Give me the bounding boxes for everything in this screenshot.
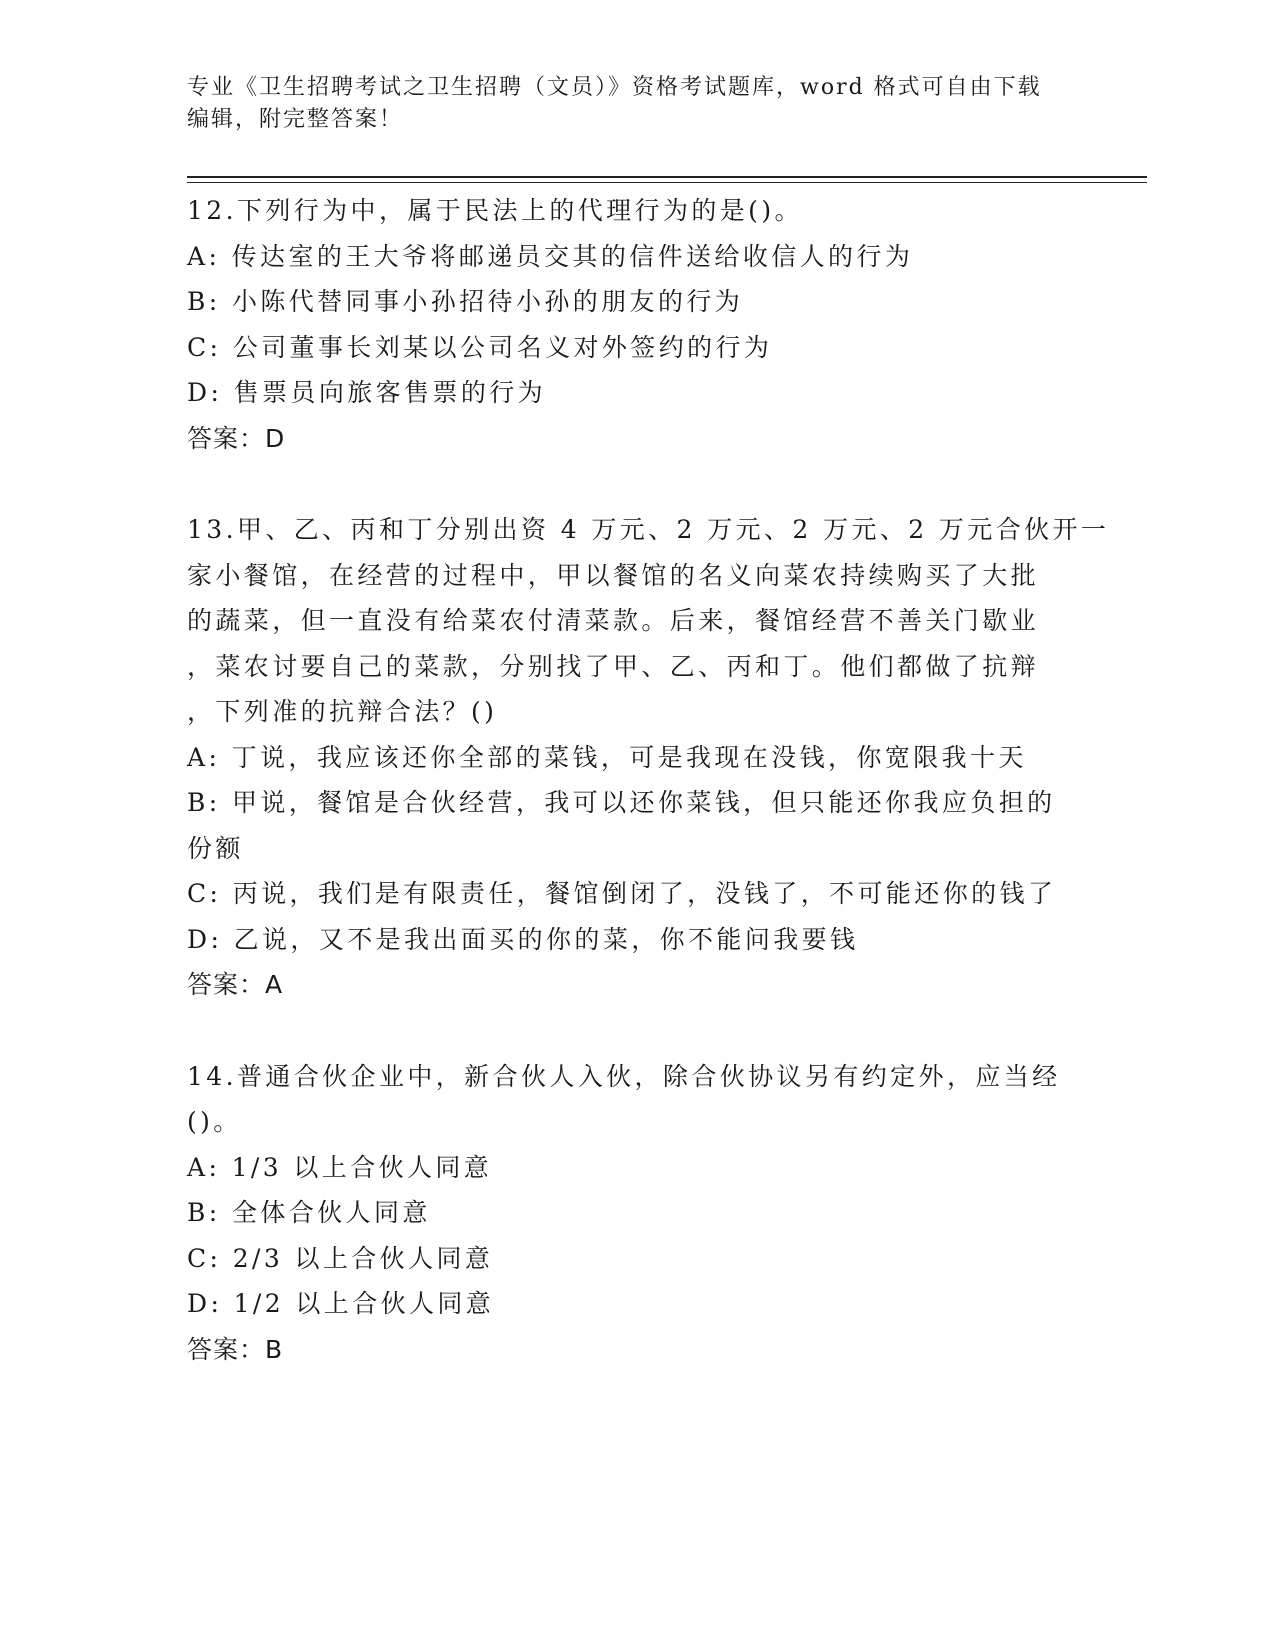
answer-label: 答案：B: [187, 1334, 284, 1364]
option-c: C: 公司董事长刘某以公司名义对外签约的行为: [187, 332, 773, 362]
option-d: D: 售票员向旅客售票的行为: [187, 378, 547, 407]
question-12: [187, 188, 1087, 461]
question-stem: 12.下列行为中，属于民法上的代理行为的是()。: [187, 196, 803, 225]
question-stem-line: ，下列准的抗辩合法？(): [187, 697, 498, 726]
question-stem-line: 的蔬菜，但一直没有给菜农付清菜款。后来，餐馆经营不善关门歇业: [187, 606, 1040, 635]
answer-label: 答案：D: [187, 423, 286, 453]
option-d: D: 乙说，又不是我出面买的你的菜，你不能问我要钱: [187, 924, 859, 954]
question-14: [187, 1054, 1087, 1373]
option-b-continued: 份额: [187, 833, 244, 863]
question-stem-line: 14.普通合伙企业中，新合伙人入伙，除合伙协议另有约定外，应当经: [187, 1061, 1061, 1091]
option-a: A: 丁说，我应该还你全部的菜钱，可是我现在没钱，你宽限我十天: [187, 742, 1027, 772]
question-stem-line: ()。: [187, 1107, 242, 1136]
option-b: B: 全体合伙人同意: [187, 1198, 431, 1227]
header-line-2: 编辑，附完整答案！: [187, 107, 404, 132]
option-c: C: 2/3 以上合伙人同意: [187, 1243, 494, 1273]
question-stem-line: 家小餐馆，在经营的过程中，甲以餐馆的名义向菜农持续购买了大批: [187, 560, 1040, 590]
document-header: [187, 72, 1087, 136]
answer-label: 答案：A: [187, 970, 284, 999]
question-13: [187, 507, 1110, 1008]
question-list: [187, 188, 1110, 1372]
option-b: B: 小陈代替同事小孙招待小孙的朋友的行为: [187, 287, 744, 316]
header-divider-thin: [187, 182, 1147, 183]
question-stem-line: ，菜农讨要自己的菜款，分别找了甲、乙、丙和丁。他们都做了抗辩: [187, 651, 1040, 681]
option-d: D: 1/2 以上合伙人同意: [187, 1289, 495, 1318]
option-a: A: 1/3 以上合伙人同意: [187, 1152, 493, 1182]
option-a: A: 传达室的王大爷将邮递员交其的信件送给收信人的行为: [187, 241, 914, 271]
option-c: C: 丙说，我们是有限责任，餐馆倒闭了，没钱了，不可能还你的钱了: [187, 879, 1057, 908]
header-line-1: 专业《卫生招聘考试之卫生招聘（文员）》资格考试题库，word 格式可自由下载: [187, 75, 1042, 100]
option-b: B: 甲说，餐馆是合伙经营，我可以还你菜钱，但只能还你我应负担的: [187, 788, 1056, 817]
header-divider-thick: [187, 176, 1147, 178]
question-stem-line: 13.甲、乙、丙和丁分别出资 4 万元、2 万元、2 万元、2 万元合伙开一: [187, 515, 1110, 544]
